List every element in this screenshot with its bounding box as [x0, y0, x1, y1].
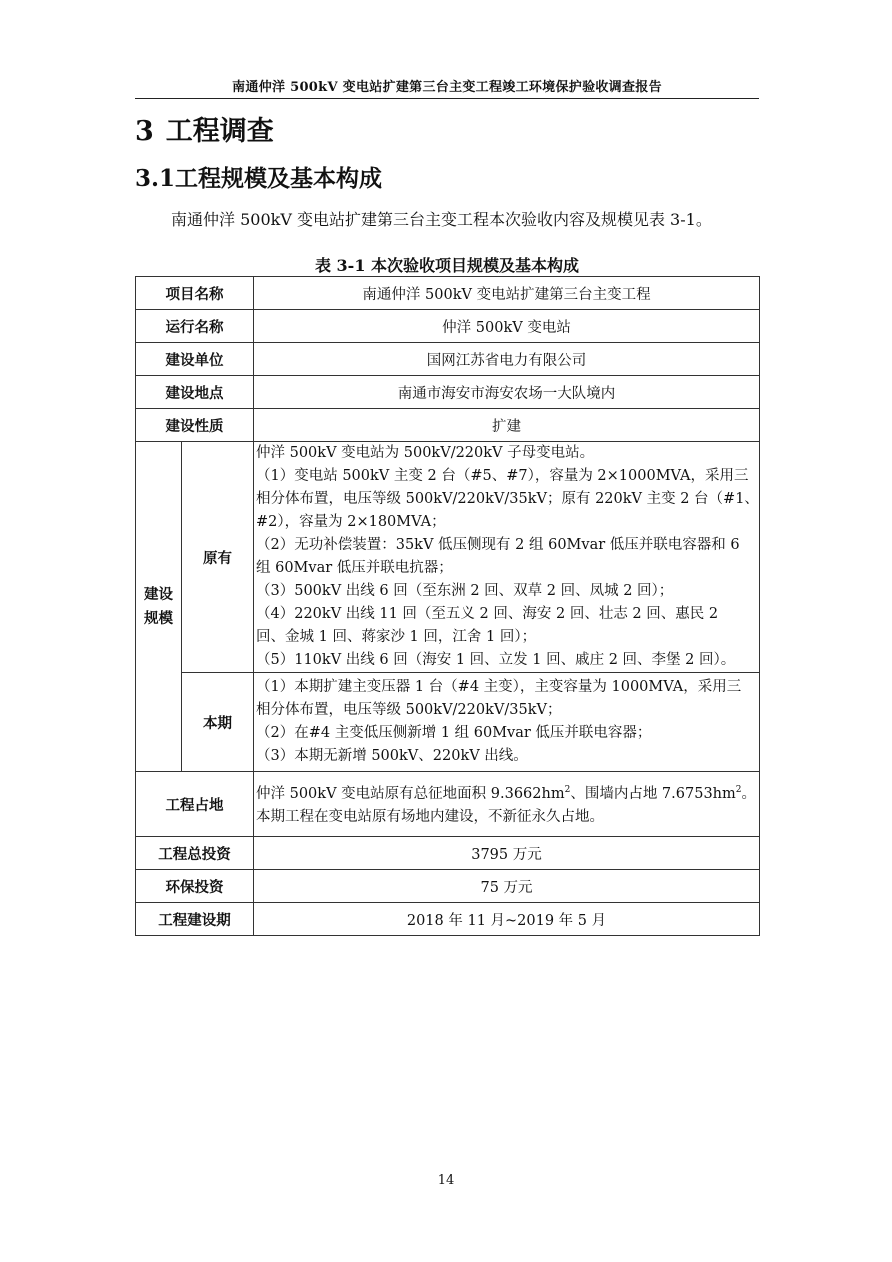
scale-label	[136, 442, 182, 772]
current-description	[254, 673, 760, 772]
text-line: #2），容量为 2×180MVA；	[256, 514, 446, 530]
section-title: 工程规模及基本构成	[175, 165, 383, 192]
row-value: 扩建	[254, 409, 760, 442]
header-divider	[135, 98, 759, 99]
row-label: 运行名称	[136, 310, 254, 343]
text-line	[256, 779, 757, 806]
land-text-part: 、围墙内占地 7.6753hm	[570, 785, 736, 802]
row-label: 工程建设期	[136, 903, 254, 936]
chapter-heading	[135, 109, 274, 148]
project-scale-table	[135, 276, 760, 936]
row-label: 工程总投资	[136, 837, 254, 870]
section-heading	[135, 160, 382, 193]
chapter-title: 工程调查	[165, 116, 274, 147]
table-row-scale-current	[136, 673, 760, 772]
section-number: 3.1	[135, 165, 176, 192]
row-value: 南通仲洋 500kV 变电站扩建第三台主变工程	[254, 277, 760, 310]
table-row	[136, 837, 760, 870]
row-value: 2018 年 11 月~2019 年 5 月	[254, 903, 760, 936]
row-value: 3795 万元	[254, 837, 760, 870]
table-row	[136, 870, 760, 903]
text-line: 本期工程在变电站原有场地内建设，不新征永久占地。	[256, 808, 604, 825]
table-row	[136, 409, 760, 442]
text-line: （1）变电站 500kV 主变 2 台（#5、#7），容量为 2×1000MVA，采用三	[256, 468, 749, 484]
table-row	[136, 376, 760, 409]
land-description	[254, 772, 760, 837]
land-text-part: 。	[741, 785, 756, 802]
page-number: 14	[437, 1173, 455, 1188]
table-caption: 表 3-1 本次验收项目规模及基本构成	[314, 256, 580, 275]
table-row-land	[136, 772, 760, 837]
text-line: 组 60Mvar 低压并联电抗器；	[256, 560, 453, 576]
text-line: 相分体布置，电压等级 500kV/220kV/35kV；原有 220kV 主变 2 台（#1、	[256, 491, 759, 507]
table-row	[136, 903, 760, 936]
intro-paragraph: 南通仲洋 500kV 变电站扩建第三台主变工程本次验收内容及规模见表 3-1。	[171, 210, 712, 229]
row-value: 南通市海安市海安农场一大队境内	[254, 376, 760, 409]
text-line: （2）无功补偿装置：35kV 低压侧现有 2 组 60Mvar 低压并联电容器和 6	[256, 537, 740, 553]
land-text-part: 仲洋 500kV 变电站原有总征地面积 9.3662hm	[256, 785, 565, 802]
row-label: 建设地点	[136, 376, 254, 409]
text-line: 仲洋 500kV 变电站为 500kV/220kV 子母变电站。	[256, 445, 595, 461]
existing-label: 原有	[182, 442, 254, 673]
row-value: 国网江苏省电力有限公司	[254, 343, 760, 376]
table-row	[136, 343, 760, 376]
row-label: 项目名称	[136, 277, 254, 310]
superscript: 2	[735, 785, 742, 796]
current-label: 本期	[182, 673, 254, 772]
text-line: （3）本期无新增 500kV、220kV 出线。	[256, 748, 528, 764]
row-label: 建设性质	[136, 409, 254, 442]
text-line: （4）220kV 出线 11 回（至五义 2 回、海安 2 回、壮志 2 回、惠民 2	[256, 606, 719, 622]
row-value: 75 万元	[254, 870, 760, 903]
table-row	[136, 310, 760, 343]
text-line: （5）110kV 出线 6 回（海安 1 回、立发 1 回、戚庄 2 回、李堡 2 回）。	[256, 652, 736, 668]
scale-label-line: 规模	[144, 609, 173, 627]
chapter-number: 3	[135, 116, 154, 147]
text-line: （3）500kV 出线 6 回（至东洲 2 回、双草 2 回、凤城 2 回）；	[256, 583, 674, 599]
text-line: （2）在#4 主变低压侧新增 1 组 60Mvar 低压并联电容器；	[256, 725, 652, 741]
text-line: （1）本期扩建主变压器 1 台（#4 主变），主变容量为 1000MVA，采用三	[256, 679, 742, 695]
scale-label-line: 建设	[144, 585, 173, 603]
text-line: 相分体布置，电压等级 500kV/220kV/35kV；	[256, 702, 562, 718]
row-label: 建设单位	[136, 343, 254, 376]
row-value: 仲洋 500kV 变电站	[254, 310, 760, 343]
text-line: 回、金城 1 回、蒋家沙 1 回，江舍 1 回）；	[256, 629, 537, 645]
existing-description	[254, 442, 760, 673]
superscript: 2	[564, 785, 571, 796]
land-label: 工程占地	[136, 772, 254, 837]
running-header: 南通仲洋 500kV 变电站扩建第三台主变工程竣工环境保护验收调查报告	[232, 80, 662, 95]
table-row-scale-existing	[136, 442, 760, 673]
row-label: 环保投资	[136, 870, 254, 903]
table-row	[136, 277, 760, 310]
